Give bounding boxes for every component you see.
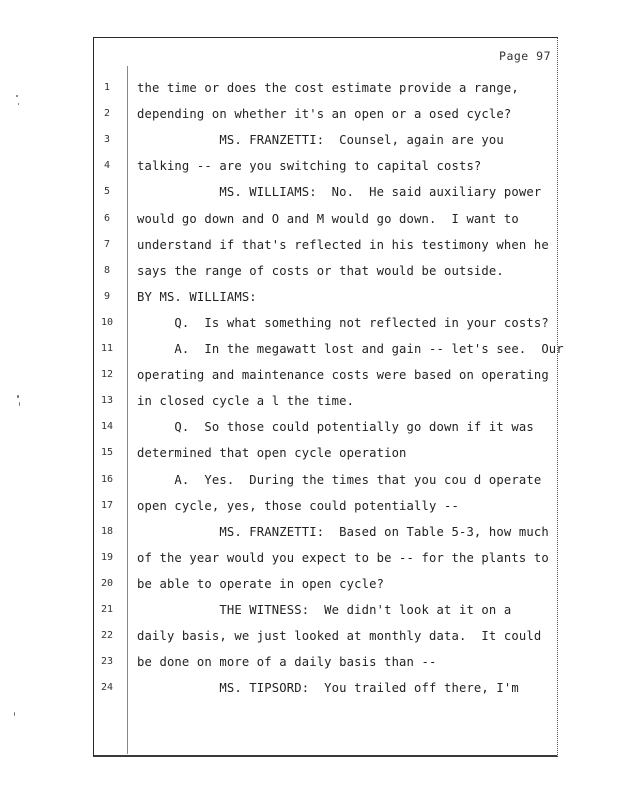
transcript-line [94, 549, 559, 567]
line-number: 8 [103, 264, 111, 276]
scan-speck [14, 712, 15, 716]
line-text: A. In the megawatt lost and gain -- let's see. Our [137, 342, 564, 356]
transcript-line [94, 444, 559, 462]
line-text: THE WITNESS: We didn't look at it on a [137, 603, 512, 617]
transcript-line [94, 210, 559, 228]
transcript-line [94, 679, 559, 697]
line-text: open cycle, yes, those could potentially -- [137, 498, 459, 513]
transcript-line [94, 601, 559, 619]
line-text: MS. FRANZETTI: Counsel, again are you [137, 133, 504, 148]
line-text: operating and maintenance costs were based on operating [137, 368, 549, 383]
transcript-line [94, 392, 559, 410]
line-text: Q. So those could potentially go down if it was [137, 420, 534, 435]
line-number: 7 [103, 238, 111, 250]
line-text: of the year would you expect to be -- for the plants to [137, 550, 549, 565]
transcript-line [94, 79, 559, 97]
transcript-line [94, 471, 559, 489]
line-text: MS. WILLIAMS: No. He said auxiliary power [137, 185, 542, 200]
line-number: 10 [100, 316, 114, 328]
line-text: daily basis, we just looked at monthly data. It could [137, 629, 542, 644]
line-number: 19 [100, 551, 114, 563]
transcript-line [94, 627, 559, 645]
line-text: be able to operate in open cycle? [137, 576, 385, 591]
line-number: 17 [100, 499, 114, 511]
transcript-line [94, 497, 559, 515]
line-number: 1 [103, 82, 111, 93]
line-text: determined that open cycle operation [137, 446, 407, 461]
line-number: 2 [103, 108, 111, 120]
line-text: depending on whether it's an open or a osed cycle? [137, 107, 512, 122]
transcript-line [94, 418, 559, 436]
line-text: A. Yes. During the times that you cou d operate [137, 472, 542, 487]
line-number: 24 [100, 682, 114, 694]
line-text: understand if that's reflected in his testimony when he [137, 237, 549, 252]
scan-speck [16, 95, 18, 97]
transcript-line [94, 157, 559, 175]
transcript-page [93, 37, 564, 757]
line-number: 6 [103, 212, 111, 224]
line-number: 23 [100, 656, 114, 668]
line-number: 18 [100, 525, 114, 537]
line-number: 9 [103, 290, 111, 302]
transcript-line [94, 575, 559, 593]
line-text: would go down and O and M would go down. I want to [137, 211, 519, 226]
margin-rule [127, 66, 128, 754]
line-number: 12 [100, 369, 114, 381]
page-number: Page 97 [499, 49, 551, 63]
transcript-line [94, 523, 559, 541]
line-text: says the range of costs or that would be outside. [137, 263, 504, 278]
line-text: MS. FRANZETTI: Based on Table 5-3, how much [137, 524, 549, 539]
line-text: Q. Is what something not reflected in your costs? [137, 315, 549, 330]
line-number: 4 [103, 160, 111, 172]
line-text: in closed cycle a l the time. [137, 394, 355, 409]
scan-speck [18, 103, 19, 105]
line-number: 13 [100, 395, 114, 407]
transcript-line [94, 105, 559, 123]
line-text: BY MS. WILLIAMS: [137, 289, 257, 304]
transcript-line [94, 288, 559, 306]
line-text: be done on more of a daily basis than -- [137, 655, 437, 670]
line-number: 3 [103, 134, 111, 146]
scan-speck [17, 395, 19, 398]
line-number: 20 [100, 577, 114, 589]
line-number: 21 [100, 604, 114, 615]
line-number: 15 [100, 447, 114, 459]
line-number: 14 [100, 421, 114, 433]
transcript-line [94, 236, 559, 254]
line-number: 16 [100, 473, 114, 485]
line-number: 11 [100, 343, 114, 354]
transcript-line [94, 653, 559, 671]
scan-speck [19, 402, 20, 406]
transcript-line [94, 340, 564, 358]
line-text: talking -- are you switching to capital costs? [137, 159, 482, 174]
line-text: MS. TIPSORD: You trailed off there, I'm [137, 681, 519, 696]
transcript-line [94, 314, 559, 332]
transcript-line [94, 366, 559, 384]
line-number: 5 [103, 186, 111, 198]
transcript-line [94, 262, 559, 280]
line-text: the time or does the cost estimate provide a range, [137, 81, 519, 95]
transcript-line [94, 131, 559, 149]
line-number: 22 [100, 630, 114, 642]
transcript-line [94, 183, 559, 201]
